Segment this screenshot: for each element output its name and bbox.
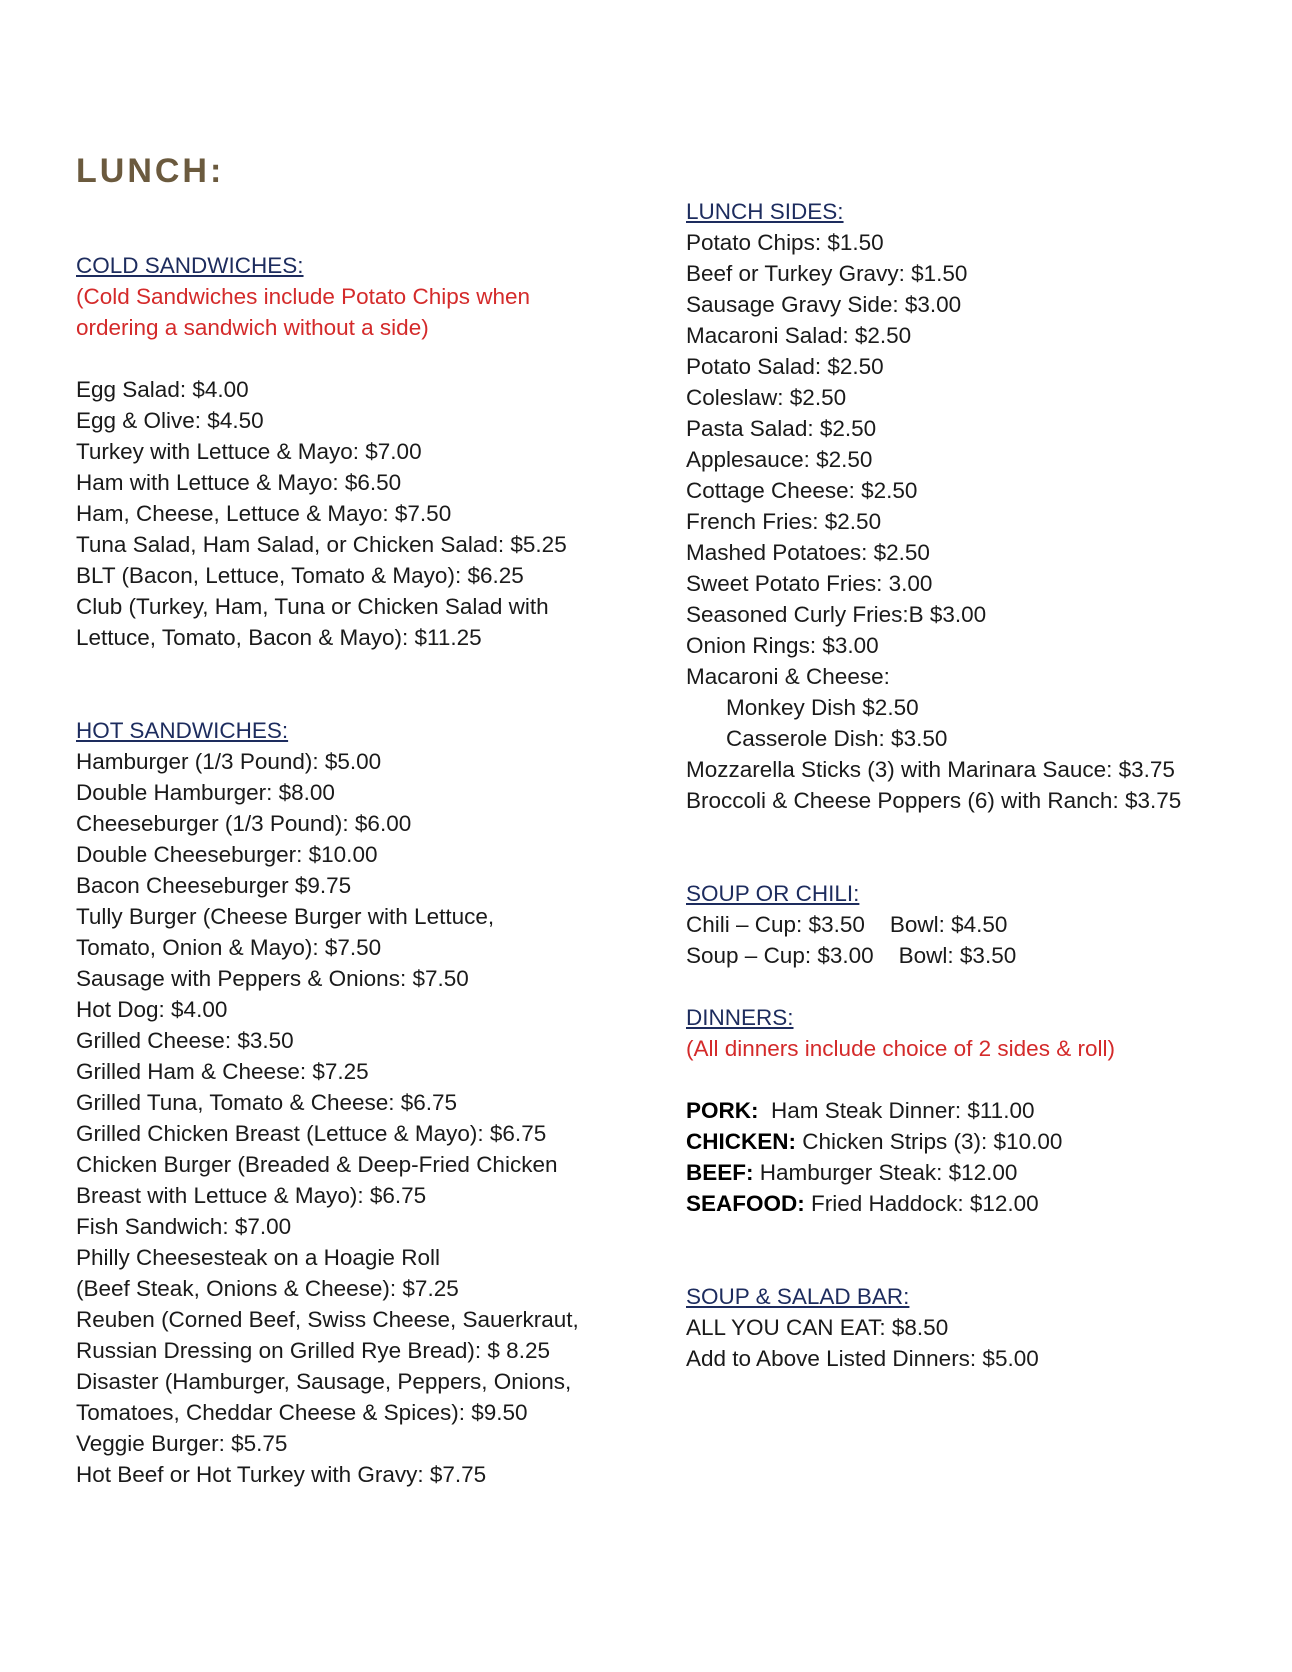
menu-item: Hamburger (1/3 Pound): $5.00 bbox=[76, 749, 382, 774]
hot-sandwiches-section bbox=[76, 715, 666, 1490]
menu-item: ALL YOU CAN EAT: $8.50 bbox=[686, 1315, 949, 1340]
menu-item: (Beef Steak, Onions & Cheese): $7.25 bbox=[76, 1276, 459, 1301]
cold-sandwiches-section bbox=[76, 250, 666, 653]
dinner-item bbox=[686, 1188, 1266, 1219]
menu-item: Applesauce: $2.50 bbox=[686, 447, 873, 472]
menu-item: Philly Cheesesteak on a Hoagie Roll bbox=[76, 1245, 440, 1270]
menu-item: Hot Dog: $4.00 bbox=[76, 997, 228, 1022]
menu-item: Grilled Chicken Breast (Lettuce & Mayo): $6.75 bbox=[76, 1121, 547, 1146]
menu-item: Broccoli & Cheese Poppers (6) with Ranch: $3.75 bbox=[686, 788, 1182, 813]
menu-item: Macaroni & Cheese: bbox=[686, 664, 890, 689]
dinner-item bbox=[686, 1157, 1266, 1188]
dinner-item bbox=[686, 1126, 1266, 1157]
menu-item: Grilled Cheese: $3.50 bbox=[76, 1028, 294, 1053]
menu-item: Beef or Turkey Gravy: $1.50 bbox=[686, 261, 968, 286]
dinner-category: CHICKEN: bbox=[686, 1129, 796, 1154]
dinner-text: Hamburger Steak: $12.00 bbox=[753, 1160, 1018, 1185]
lunch-sides-heading: LUNCH SIDES: bbox=[686, 199, 844, 224]
menu-item: Grilled Ham & Cheese: $7.25 bbox=[76, 1059, 369, 1084]
menu-item: Macaroni Salad: $2.50 bbox=[686, 323, 912, 348]
menu-item: Sausage with Peppers & Onions: $7.50 bbox=[76, 966, 469, 991]
menu-item: Potato Chips: $1.50 bbox=[686, 230, 884, 255]
menu-item: Mashed Potatoes: $2.50 bbox=[686, 540, 930, 565]
menu-sub-item: Casserole Dish: $3.50 bbox=[726, 726, 948, 751]
menu-item: Disaster (Hamburger, Sausage, Peppers, Onions, bbox=[76, 1369, 572, 1394]
menu-item: Add to Above Listed Dinners: $5.00 bbox=[686, 1346, 1039, 1371]
cold-sandwiches-note: (Cold Sandwiches include Potato Chips when bbox=[76, 284, 531, 309]
menu-item: Turkey with Lettuce & Mayo: $7.00 bbox=[76, 439, 422, 464]
menu-item: Reuben (Corned Beef, Swiss Cheese, Sauerkraut, bbox=[76, 1307, 579, 1332]
menu-item: French Fries: $2.50 bbox=[686, 509, 882, 534]
cold-sandwiches-note: ordering a sandwich without a side) bbox=[76, 315, 429, 340]
menu-item: Coleslaw: $2.50 bbox=[686, 385, 847, 410]
menu-item: Double Hamburger: $8.00 bbox=[76, 780, 335, 805]
salad-bar-section bbox=[686, 1281, 1266, 1374]
menu-item: Ham, Cheese, Lettuce & Mayo: $7.50 bbox=[76, 501, 452, 526]
menu-item: Tully Burger (Cheese Burger with Lettuce, bbox=[76, 904, 495, 929]
page-title: LUNCH: bbox=[76, 152, 225, 190]
hot-sandwiches-heading: HOT SANDWICHES: bbox=[76, 718, 289, 743]
menu-item: Seasoned Curly Fries:B $3.00 bbox=[686, 602, 987, 627]
lunch-sides-section bbox=[686, 196, 1266, 816]
menu-sub-item: Monkey Dish $2.50 bbox=[726, 695, 919, 720]
menu-item: Chili – Cup: $3.50 Bowl: $4.50 bbox=[686, 912, 1008, 937]
menu-item: Veggie Burger: $5.75 bbox=[76, 1431, 288, 1456]
dinners-section bbox=[686, 1002, 1266, 1219]
menu-item: Tomatoes, Cheddar Cheese & Spices): $9.50 bbox=[76, 1400, 528, 1425]
dinners-note: (All dinners include choice of 2 sides & roll) bbox=[686, 1036, 1115, 1061]
soup-chili-section bbox=[686, 878, 1266, 971]
menu-item: Breast with Lettuce & Mayo): $6.75 bbox=[76, 1183, 427, 1208]
right-column bbox=[686, 196, 1266, 1374]
cold-sandwiches-heading: COLD SANDWICHES: bbox=[76, 253, 304, 278]
dinner-text: Fried Haddock: $12.00 bbox=[804, 1191, 1039, 1216]
menu-item: Soup – Cup: $3.00 Bowl: $3.50 bbox=[686, 943, 1017, 968]
menu-item: Ham with Lettuce & Mayo: $6.50 bbox=[76, 470, 402, 495]
menu-item: Tuna Salad, Ham Salad, or Chicken Salad: $5.25 bbox=[76, 532, 567, 557]
menu-item: BLT (Bacon, Lettuce, Tomato & Mayo): $6.25 bbox=[76, 563, 524, 588]
menu-item: Egg & Olive: $4.50 bbox=[76, 408, 264, 433]
dinner-category: BEEF: bbox=[686, 1160, 754, 1185]
menu-item: Onion Rings: $3.00 bbox=[686, 633, 879, 658]
menu-item: Sweet Potato Fries: 3.00 bbox=[686, 571, 933, 596]
menu-item: Mozzarella Sticks (3) with Marinara Sauce: $3.75 bbox=[686, 757, 1175, 782]
menu-item: Tomato, Onion & Mayo): $7.50 bbox=[76, 935, 382, 960]
dinner-category: PORK: bbox=[686, 1098, 759, 1123]
menu-item: Sausage Gravy Side: $3.00 bbox=[686, 292, 962, 317]
menu-item: Chicken Burger (Breaded & Deep-Fried Chicken bbox=[76, 1152, 558, 1177]
salad-bar-heading: SOUP & SALAD BAR: bbox=[686, 1284, 910, 1309]
menu-item: Egg Salad: $4.00 bbox=[76, 377, 249, 402]
menu-item: Russian Dressing on Grilled Rye Bread): $ 8.25 bbox=[76, 1338, 550, 1363]
dinner-text: Ham Steak Dinner: $11.00 bbox=[758, 1098, 1035, 1123]
left-column bbox=[76, 250, 666, 1490]
menu-item: Cottage Cheese: $2.50 bbox=[686, 478, 918, 503]
menu-item: Grilled Tuna, Tomato & Cheese: $6.75 bbox=[76, 1090, 458, 1115]
menu-item: Double Cheeseburger: $10.00 bbox=[76, 842, 378, 867]
menu-item: Potato Salad: $2.50 bbox=[686, 354, 884, 379]
dinners-heading: DINNERS: bbox=[686, 1005, 794, 1030]
soup-chili-heading: SOUP OR CHILI: bbox=[686, 881, 860, 906]
dinner-category: SEAFOOD: bbox=[686, 1191, 805, 1216]
menu-item: Hot Beef or Hot Turkey with Gravy: $7.75 bbox=[76, 1462, 487, 1487]
menu-item: Pasta Salad: $2.50 bbox=[686, 416, 877, 441]
menu-item: Fish Sandwich: $7.00 bbox=[76, 1214, 292, 1239]
dinner-item bbox=[686, 1095, 1266, 1126]
menu-item: Lettuce, Tomato, Bacon & Mayo): $11.25 bbox=[76, 625, 482, 650]
menu-item: Cheeseburger (1/3 Pound): $6.00 bbox=[76, 811, 412, 836]
dinner-text: Chicken Strips (3): $10.00 bbox=[796, 1129, 1063, 1154]
menu-item: Bacon Cheeseburger $9.75 bbox=[76, 873, 352, 898]
menu-item: Club (Turkey, Ham, Tuna or Chicken Salad with bbox=[76, 594, 549, 619]
